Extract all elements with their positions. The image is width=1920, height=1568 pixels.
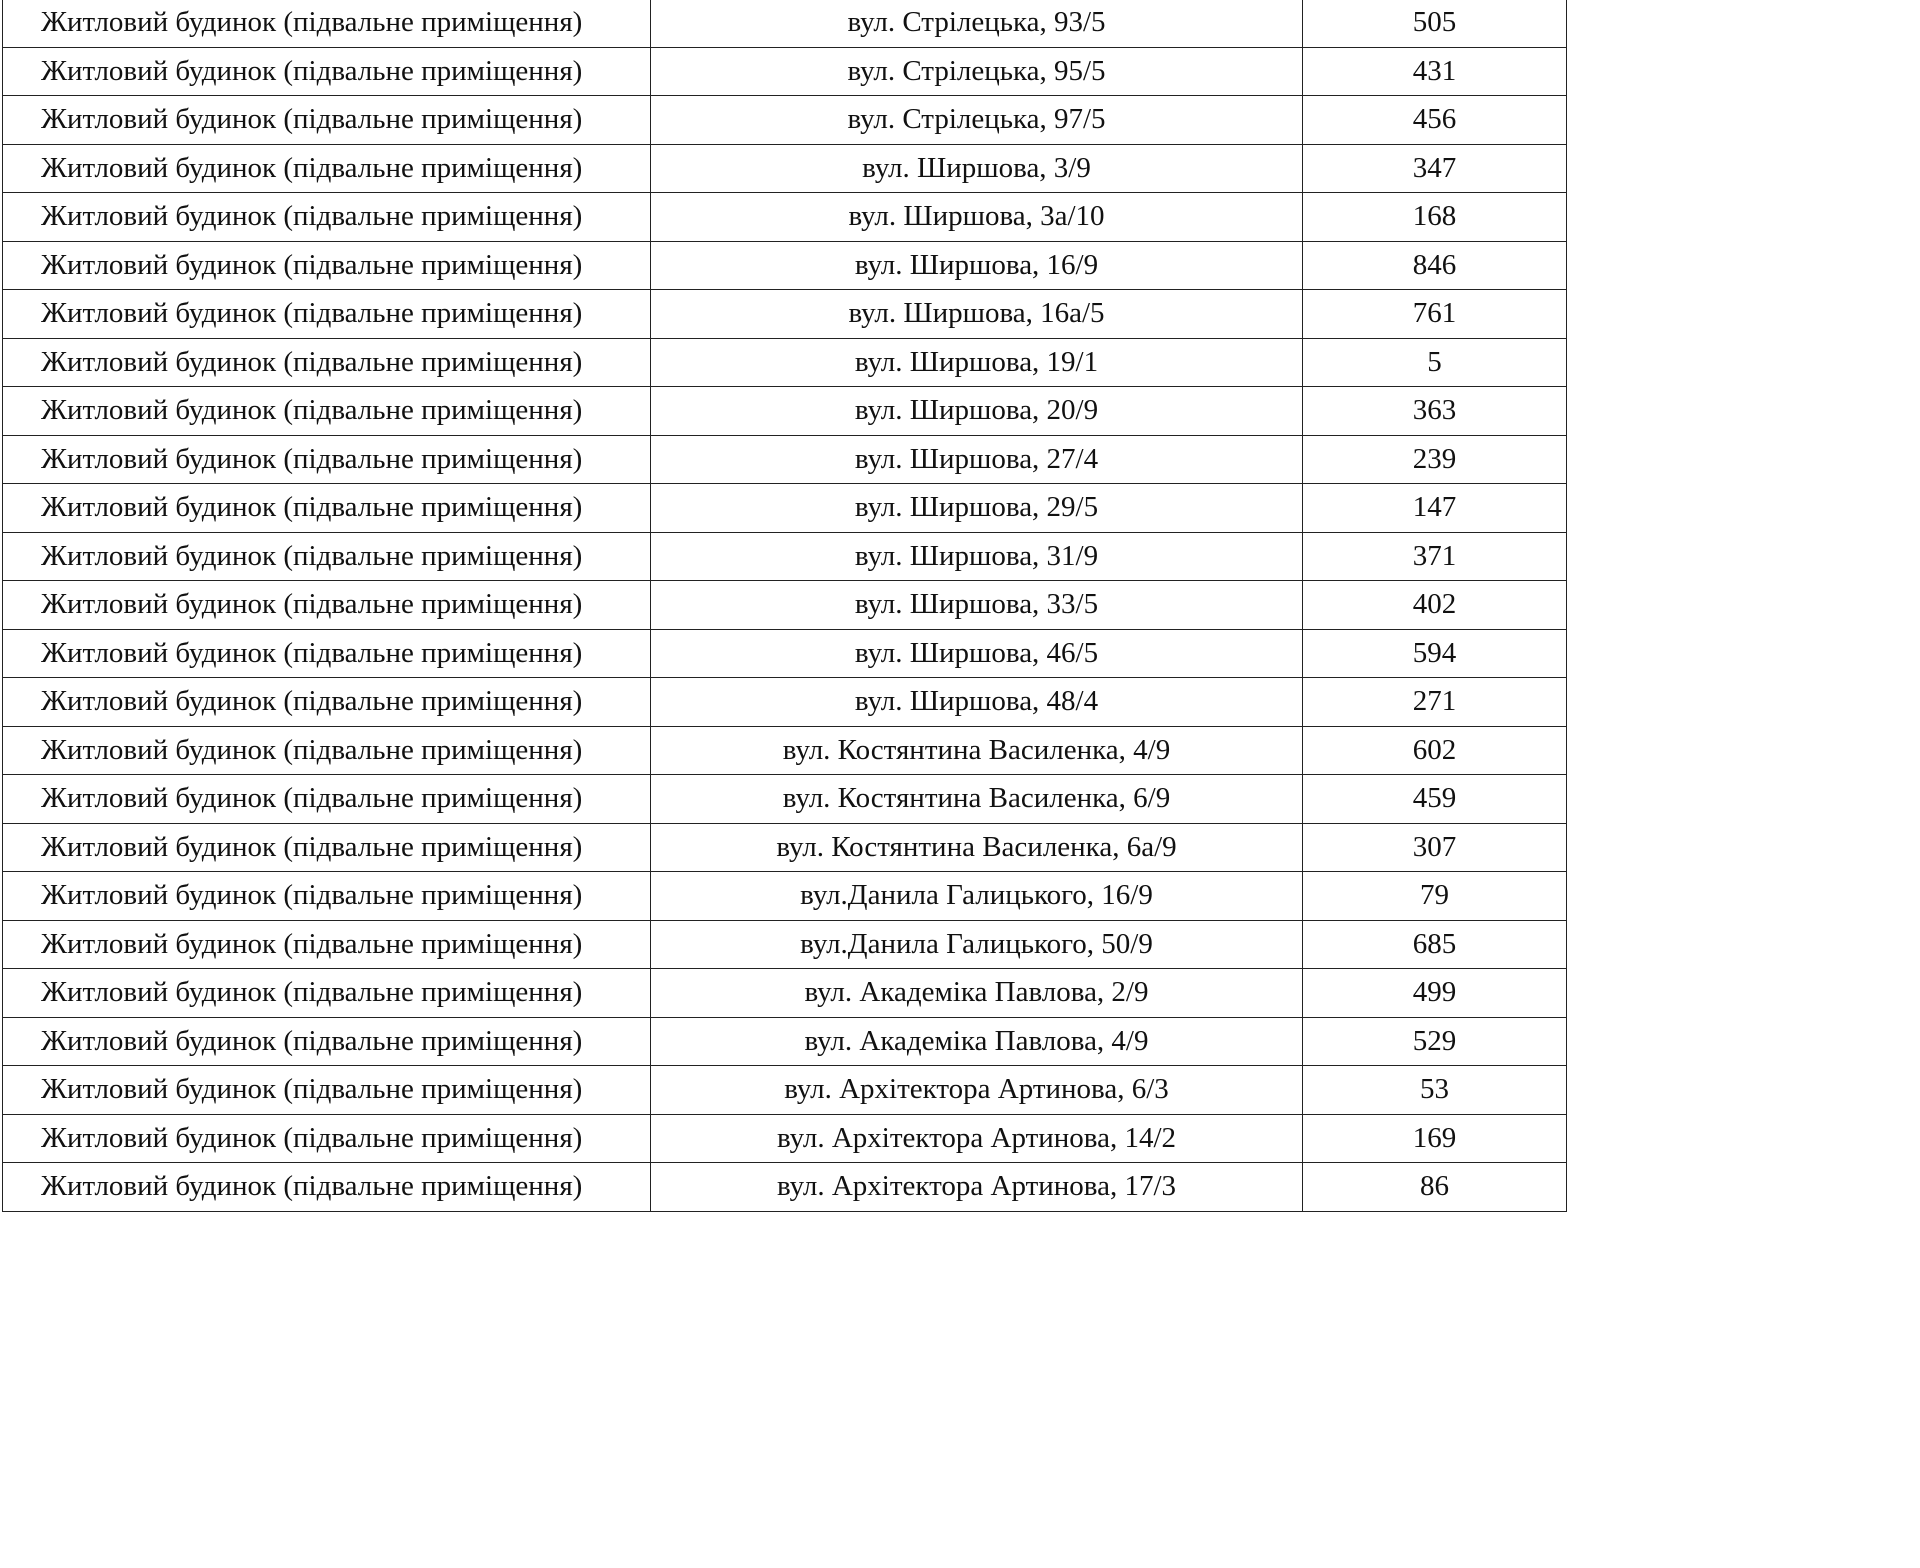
object-name-cell: Житловий будинок (підвальне приміщення)	[3, 1066, 651, 1115]
address-cell: вул. Ширшова, 20/9	[651, 387, 1303, 436]
area-cell: 529	[1303, 1017, 1567, 1066]
table-row	[3, 290, 1567, 339]
table-row	[3, 338, 1567, 387]
area-cell: 347	[1303, 144, 1567, 193]
address-cell: вул. Костянтина Василенка, 6а/9	[651, 823, 1303, 872]
table-row	[3, 144, 1567, 193]
area-cell: 499	[1303, 969, 1567, 1018]
area-cell: 456	[1303, 96, 1567, 145]
address-cell: вул. Академіка Павлова, 2/9	[651, 969, 1303, 1018]
table-row	[3, 193, 1567, 242]
object-name-cell: Житловий будинок (підвальне приміщення)	[3, 1114, 651, 1163]
address-cell: вул. Стрілецька, 93/5	[651, 0, 1303, 47]
table-row	[3, 47, 1567, 96]
object-name-cell: Житловий будинок (підвальне приміщення)	[3, 581, 651, 630]
address-cell: вул. Костянтина Василенка, 6/9	[651, 775, 1303, 824]
address-cell: вул. Ширшова, 46/5	[651, 629, 1303, 678]
area-cell: 79	[1303, 872, 1567, 921]
table-row	[3, 96, 1567, 145]
area-cell: 307	[1303, 823, 1567, 872]
object-name-cell: Житловий будинок (підвальне приміщення)	[3, 872, 651, 921]
area-cell: 459	[1303, 775, 1567, 824]
area-cell: 168	[1303, 193, 1567, 242]
object-name-cell: Житловий будинок (підвальне приміщення)	[3, 290, 651, 339]
area-cell: 602	[1303, 726, 1567, 775]
area-cell: 431	[1303, 47, 1567, 96]
object-name-cell: Житловий будинок (підвальне приміщення)	[3, 629, 651, 678]
address-cell: вул. Архітектора Артинова, 6/3	[651, 1066, 1303, 1115]
object-name-cell: Житловий будинок (підвальне приміщення)	[3, 0, 651, 47]
object-name-cell: Житловий будинок (підвальне приміщення)	[3, 969, 651, 1018]
object-name-cell: Житловий будинок (підвальне приміщення)	[3, 338, 651, 387]
area-cell: 239	[1303, 435, 1567, 484]
table-row	[3, 1114, 1567, 1163]
address-cell: вул. Ширшова, 3/9	[651, 144, 1303, 193]
table-row	[3, 435, 1567, 484]
object-name-cell: Житловий будинок (підвальне приміщення)	[3, 678, 651, 727]
area-cell: 86	[1303, 1163, 1567, 1212]
area-cell: 402	[1303, 581, 1567, 630]
address-cell: вул. Ширшова, 16/9	[651, 241, 1303, 290]
table-row	[3, 1066, 1567, 1115]
address-cell: вул. Ширшова, 16а/5	[651, 290, 1303, 339]
table-row	[3, 726, 1567, 775]
table-row	[3, 532, 1567, 581]
address-cell: вул. Ширшова, 33/5	[651, 581, 1303, 630]
area-cell: 371	[1303, 532, 1567, 581]
address-cell: вул. Академіка Павлова, 4/9	[651, 1017, 1303, 1066]
table-row	[3, 1017, 1567, 1066]
object-name-cell: Житловий будинок (підвальне приміщення)	[3, 47, 651, 96]
area-cell: 761	[1303, 290, 1567, 339]
address-cell: вул.Данила Галицького, 50/9	[651, 920, 1303, 969]
address-cell: вул. Ширшова, 19/1	[651, 338, 1303, 387]
object-name-cell: Житловий будинок (підвальне приміщення)	[3, 823, 651, 872]
premises-table-body	[3, 0, 1567, 1211]
object-name-cell: Житловий будинок (підвальне приміщення)	[3, 920, 651, 969]
table-row	[3, 969, 1567, 1018]
object-name-cell: Житловий будинок (підвальне приміщення)	[3, 726, 651, 775]
table-row	[3, 872, 1567, 921]
address-cell: вул. Ширшова, 3а/10	[651, 193, 1303, 242]
object-name-cell: Житловий будинок (підвальне приміщення)	[3, 96, 651, 145]
area-cell: 505	[1303, 0, 1567, 47]
area-cell: 685	[1303, 920, 1567, 969]
area-cell: 594	[1303, 629, 1567, 678]
area-cell: 147	[1303, 484, 1567, 533]
address-cell: вул. Архітектора Артинова, 14/2	[651, 1114, 1303, 1163]
address-cell: вул. Ширшова, 29/5	[651, 484, 1303, 533]
table-row	[3, 581, 1567, 630]
address-cell: вул. Стрілецька, 95/5	[651, 47, 1303, 96]
object-name-cell: Житловий будинок (підвальне приміщення)	[3, 775, 651, 824]
table-row	[3, 775, 1567, 824]
object-name-cell: Житловий будинок (підвальне приміщення)	[3, 1017, 651, 1066]
object-name-cell: Житловий будинок (підвальне приміщення)	[3, 144, 651, 193]
address-cell: вул. Стрілецька, 97/5	[651, 96, 1303, 145]
table-row	[3, 823, 1567, 872]
table-row	[3, 920, 1567, 969]
table-row	[3, 387, 1567, 436]
area-cell: 53	[1303, 1066, 1567, 1115]
object-name-cell: Житловий будинок (підвальне приміщення)	[3, 387, 651, 436]
object-name-cell: Житловий будинок (підвальне приміщення)	[3, 1163, 651, 1212]
area-cell: 271	[1303, 678, 1567, 727]
area-cell: 846	[1303, 241, 1567, 290]
object-name-cell: Житловий будинок (підвальне приміщення)	[3, 241, 651, 290]
object-name-cell: Житловий будинок (підвальне приміщення)	[3, 484, 651, 533]
table-row	[3, 241, 1567, 290]
address-cell: вул. Ширшова, 48/4	[651, 678, 1303, 727]
table-row	[3, 678, 1567, 727]
table-row	[3, 484, 1567, 533]
address-cell: вул. Ширшова, 31/9	[651, 532, 1303, 581]
object-name-cell: Житловий будинок (підвальне приміщення)	[3, 193, 651, 242]
object-name-cell: Житловий будинок (підвальне приміщення)	[3, 435, 651, 484]
address-cell: вул. Ширшова, 27/4	[651, 435, 1303, 484]
area-cell: 5	[1303, 338, 1567, 387]
address-cell: вул. Костянтина Василенка, 4/9	[651, 726, 1303, 775]
table-row	[3, 1163, 1567, 1212]
area-cell: 363	[1303, 387, 1567, 436]
object-name-cell: Житловий будинок (підвальне приміщення)	[3, 532, 651, 581]
address-cell: вул. Архітектора Артинова, 17/3	[651, 1163, 1303, 1212]
table-row	[3, 0, 1567, 47]
address-cell: вул.Данила Галицького, 16/9	[651, 872, 1303, 921]
premises-table	[2, 0, 1567, 1212]
table-row	[3, 629, 1567, 678]
area-cell: 169	[1303, 1114, 1567, 1163]
